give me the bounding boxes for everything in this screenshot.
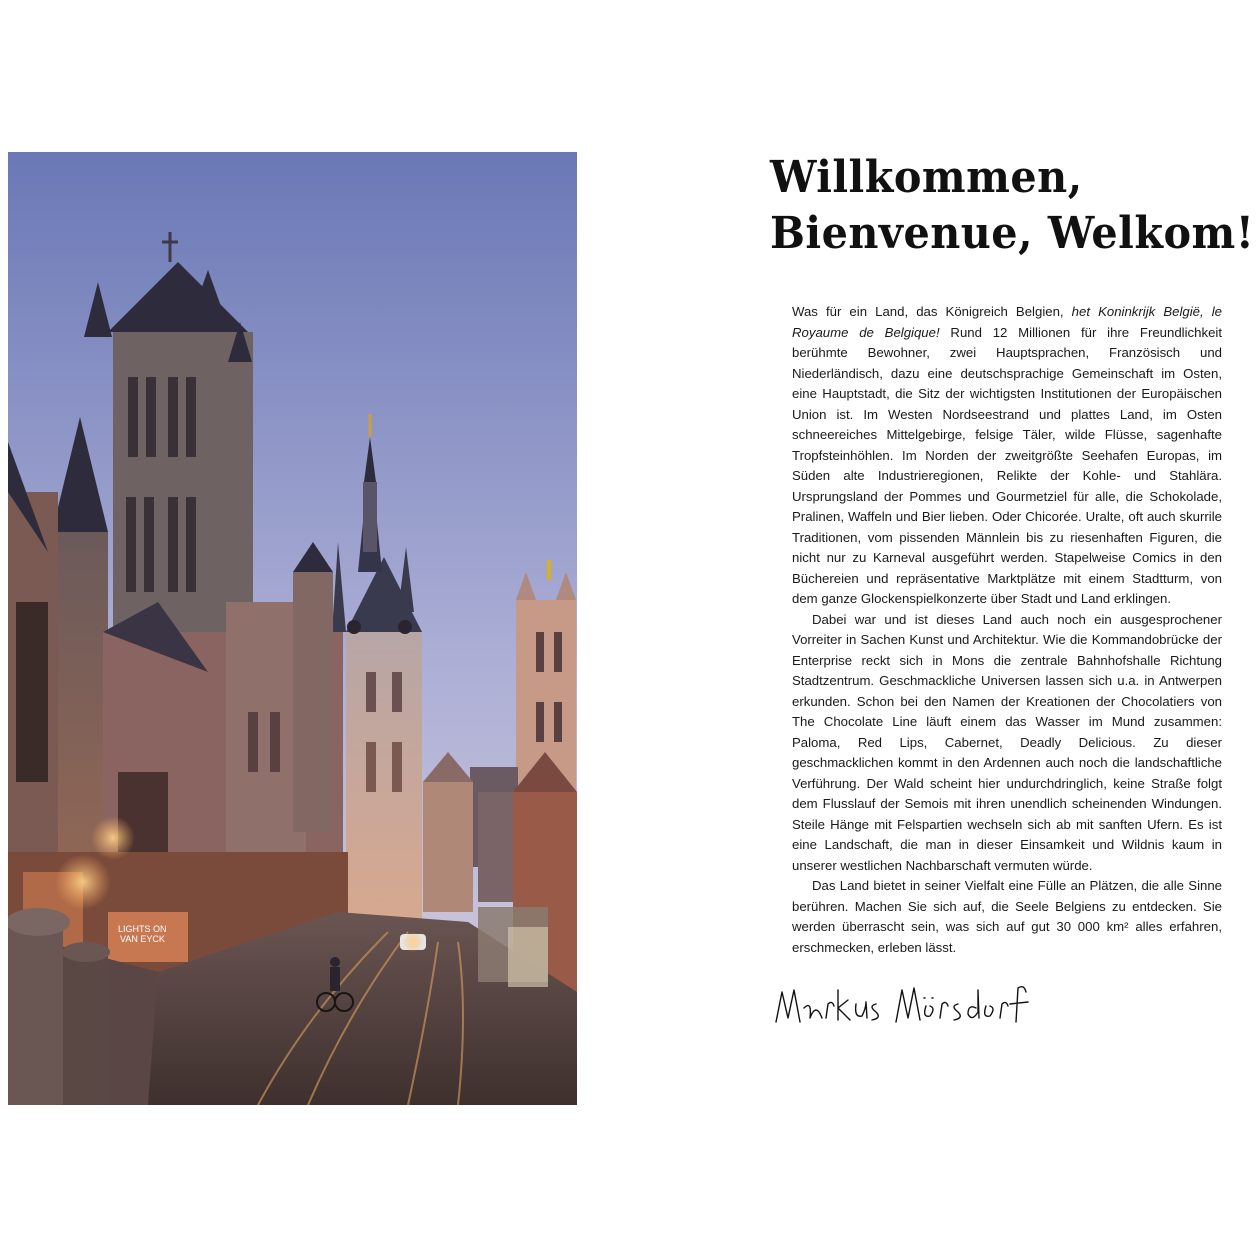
intro-text: [792, 302, 1222, 958]
shop-sign-line1: LIGHTS ON: [118, 924, 167, 934]
author-signature: [772, 978, 1042, 1036]
paragraph-1: [792, 302, 1222, 610]
ghent-street-photo: [8, 152, 577, 1105]
paragraph-1-italic: het Koninkrijk België, le Royaume de Belgique!: [792, 304, 1222, 340]
paragraph-2: Dabei war und ist dieses Land auch noch ein ausgesprochener Vorreiter in Sachen Kunst und Architektur. Wie die Kommandobrücke der Enterprise reckt sich in Mons die zentrale Bahnhofshalle Richtung Stadtzentrum. Geschmackliche Universen lassen sich u.a. in Antwerpen erkunden. Schon bei den Namen der Kreationen der Chocolatiers von The Chocolate Line läuft einem das Wasser im Mund zusammen: Paloma, Red Lips, Cabernet, Deadly Delicious. Zu dieser geschmacklichen kommt in den Ardennen auch noch die landschaftliche Verführung. Der Wald scheint hier undurchdringlich, keine Straße folgt dem Flusslauf der Semois mit ihren unendlich scheinenden Windungen. Steile Hänge mit Felspartien wechseln sich ab mit sanften Ufern. Es ist eine Landschaft, die man in dieser Einsamkeit und Wildnis kaum in unserer westlichen Nachbarschaft vermuten würde.: [792, 611, 1222, 873]
paragraph-1-lead: Was für ein Land, das Königreich Belgien,: [792, 304, 1072, 319]
title-line-1: Willkommen,: [770, 152, 1083, 203]
page-title: [770, 150, 1255, 262]
paragraph-3: Das Land bietet in seiner Vielfalt eine Fülle an Plätzen, die alle Sinne berühren. Machen Sie sich auf, die Seele Belgiens zu entdecken. Sie werden überrascht sein, was sich auf gut 30 000 km² alles erfahren, erschmecken, erleben lässt.: [792, 878, 1222, 955]
paragraph-1-rest: Rund 12 Millionen für ihre Freundlichkeit berühmte Bewohner, zwei Hauptsprachen, Französisch und Niederländisch, dazu eine deutschsprachige Gemeinschaft im Osten, eine Hauptstadt, die Sitz der wichtigsten Institutionen der Europäischen Union ist. Im Westen Nordseestrand und plattes Land, im Osten schneereiches Mittelgebirge, felsige Täler, wilde Flüsse, sagenhafte Tropfsteinhöhlen. Im Norden der zweitgrößte Seehafen Europas, im Süden alte Industrieregionen, Relikte der Kohle- und Stahlära. Ursprungsland der Pommes und Gourmetziel für alle, die Schokolade, Pralinen, Waffeln und Bier lieben. Oder Chicorée. Uralte, oft auch skurrile Traditionen, vom pissenden Männlein bis zu riesenhaften Figuren, die nicht nur zu Karneval ausgeführt werden. Stapelweise Comics in den Büchereien und repräsentative Marktplätze mit einem Stadtturm, von dem ganze Glockenspielkonzerte über Stadt und Land erklingen.: [792, 324, 1222, 606]
shop-sign-line2: VAN EYCK: [120, 934, 165, 944]
title-line-2: Bienvenue, Welkom!: [770, 208, 1255, 259]
